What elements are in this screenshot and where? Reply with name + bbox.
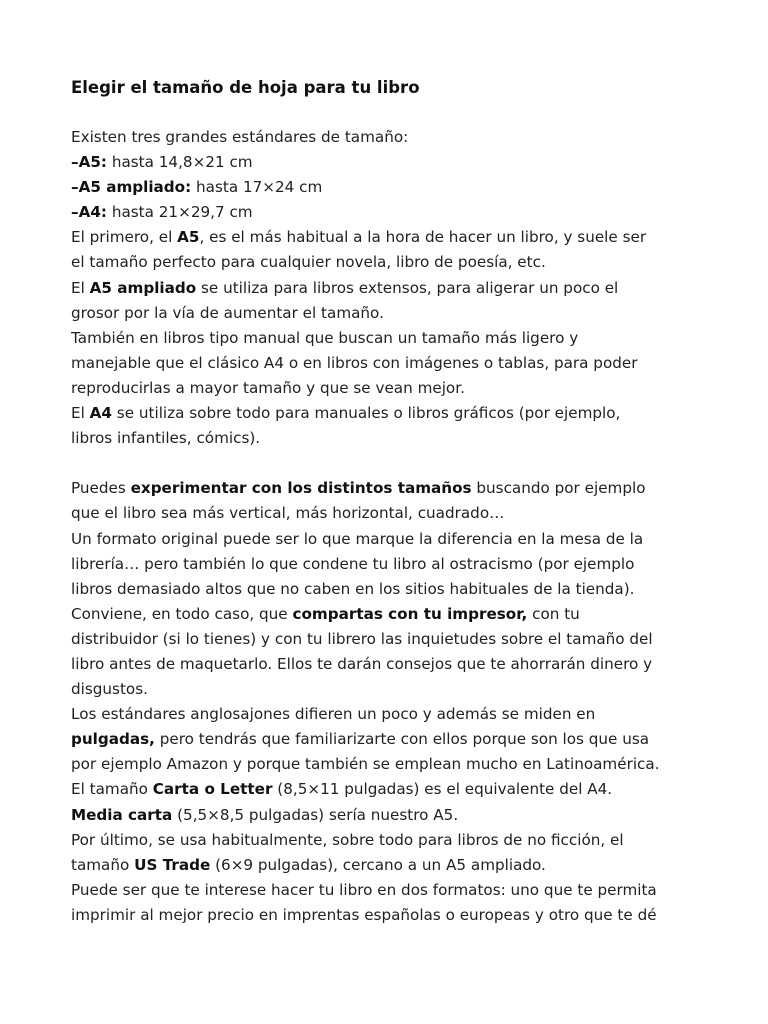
text-line — [71, 828, 708, 853]
text-line — [71, 326, 708, 351]
text-line — [71, 301, 708, 326]
text-segment: (8,5×11 pulgadas) es el equivalente del A4. — [272, 780, 613, 799]
text-segment: Conviene, en todo caso, que — [71, 604, 293, 623]
bold-text: A5 ampliado — [89, 278, 197, 297]
text-segment: se utiliza para libros extensos, para aligerar un poco el — [196, 278, 619, 297]
text-line — [71, 527, 708, 552]
text-segment: Por último, se usa habitualmente, sobre todo para libros de no ficción, el — [71, 830, 624, 849]
text-line — [71, 652, 708, 677]
text-line — [71, 501, 708, 526]
text-segment: Un formato original puede ser lo que marque la diferencia en la mesa de la — [71, 529, 644, 548]
text-segment: hasta 14,8×21 cm — [107, 153, 253, 172]
text-segment: hasta 21×29,7 cm — [107, 203, 253, 222]
text-segment: Puedes — [71, 479, 131, 498]
text-line — [71, 351, 708, 376]
text-segment: Los estándares anglosajones difieren un poco y además se miden en — [71, 705, 596, 724]
text-segment: (6×9 pulgadas), cercano a un A5 ampliado. — [210, 855, 546, 874]
text-segment: buscando por ejemplo — [471, 479, 646, 498]
text-segment: hasta 17×24 cm — [191, 178, 323, 197]
text-line — [71, 903, 708, 928]
text-line — [71, 200, 708, 225]
text-line — [71, 276, 708, 301]
text-line — [71, 250, 708, 275]
text-segment: librería… pero también lo que condene tu libro al ostracismo (por ejemplo — [71, 554, 635, 573]
text-segment: reproducirlas a mayor tamaño y que se vean mejor. — [71, 378, 465, 397]
bold-text: compartas con tu impresor, — [292, 604, 528, 623]
text-line — [71, 702, 708, 727]
text-segment: Existen tres grandes estándares de tamaño: — [71, 128, 409, 146]
text-line — [71, 752, 708, 777]
text-line — [71, 401, 708, 426]
text-line — [71, 878, 708, 903]
text-segment: distribuidor (si lo tienes) y con tu librero las inquietudes sobre el tamaño del — [71, 629, 653, 648]
bold-text: –A4: — [71, 203, 107, 222]
document-title: Elegir el tamaño de hoja para tu libro — [71, 78, 420, 97]
text-segment: imprimir al mejor precio en imprentas españolas o europeas y otro que te dé — [71, 905, 657, 924]
text-line — [71, 627, 708, 652]
text-segment: por ejemplo Amazon y porque también se emplean mucho en Latinoamérica. — [71, 755, 660, 774]
paragraph-gap — [71, 451, 708, 476]
text-segment: Puede ser que te interese hacer tu libro en dos formatos: uno que te permita — [71, 880, 657, 899]
bold-text: –A5 ampliado: — [71, 178, 192, 197]
text-segment: se utiliza sobre todo para manuales o libros gráficos (por ejemplo, — [111, 404, 621, 423]
text-segment: manejable que el clásico A4 o en libros con imágenes o tablas, para poder — [71, 353, 638, 372]
text-segment: libro antes de maquetarlo. Ellos te darán consejos que te ahorrarán dinero y — [71, 654, 653, 673]
text-segment: grosor por la vía de aumentar el tamaño. — [71, 303, 384, 322]
text-segment: pero tendrás que familiarizarte con ellos porque son los que usa — [154, 730, 650, 749]
bold-text: –A5: — [71, 153, 107, 172]
text-line — [71, 552, 708, 577]
bold-text: A4 — [89, 404, 112, 423]
bold-text: US Trade — [134, 855, 211, 874]
bold-text: Media carta — [71, 805, 173, 824]
bold-text: A5 — [177, 228, 200, 247]
bold-text: Carta o Letter — [152, 780, 273, 799]
text-segment: libros infantiles, cómics). — [71, 429, 261, 448]
text-segment: que el libro sea más vertical, más horizontal, cuadrado… — [71, 504, 505, 523]
text-line — [71, 777, 708, 802]
text-segment: (5,5×8,5 pulgadas) sería nuestro A5. — [172, 805, 459, 824]
text-line — [71, 677, 708, 702]
text-line — [71, 125, 708, 150]
text-segment: , es el más habitual a la hora de hacer un libro, y suele ser — [199, 228, 647, 247]
text-line — [71, 150, 708, 175]
bold-text: experimentar con los distintos tamaños — [130, 479, 472, 498]
text-segment: El primero, el — [71, 228, 178, 247]
text-line — [71, 175, 708, 200]
text-line — [71, 602, 708, 627]
text-segment: El tamaño — [71, 780, 153, 799]
text-line — [71, 426, 708, 451]
bold-text: pulgadas, — [71, 730, 155, 749]
text-segment: libros demasiado altos que no caben en los sitios habituales de la tienda). — [71, 579, 635, 598]
text-line — [71, 853, 708, 878]
document-body — [71, 125, 708, 928]
text-line — [71, 225, 708, 250]
text-segment: disgustos. — [71, 680, 148, 699]
text-line — [71, 476, 708, 501]
text-segment: También en libros tipo manual que buscan un tamaño más ligero y — [71, 328, 579, 347]
text-segment: El — [71, 404, 90, 423]
text-line — [71, 727, 708, 752]
text-segment: el tamaño perfecto para cualquier novela, libro de poesía, etc. — [71, 253, 546, 272]
text-segment: tamaño — [71, 855, 135, 874]
text-line — [71, 803, 708, 828]
text-line — [71, 577, 708, 602]
text-line — [71, 376, 708, 401]
text-segment: con tu — [527, 604, 580, 623]
text-segment: El — [71, 278, 90, 297]
